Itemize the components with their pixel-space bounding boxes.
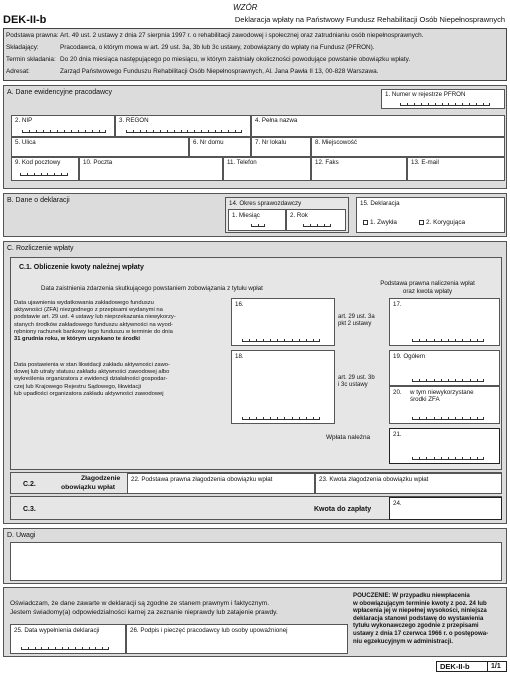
field-label: 18.	[235, 353, 244, 360]
tick-mark	[463, 103, 470, 106]
text-line: rębniony rachunek bankowy tego funduszu w terminie do dnia	[14, 328, 173, 335]
tick-mark	[463, 417, 470, 420]
tick-mark	[285, 417, 292, 420]
field-19[interactable]	[389, 350, 500, 386]
tick-mark	[250, 339, 257, 342]
tick-mark	[243, 417, 250, 420]
section-d-title: D. Uwagi	[7, 532, 36, 539]
field-label: 9. Kod pocztowy	[15, 159, 61, 166]
info-text: Art. 49 ust. 2 ustawy z dnia 27 sierpnia 1997 r. o rehabilitacji zawodowej i społecznej oraz zatrudnianiu osób niepełnosprawnych.	[60, 32, 424, 39]
postal-code-field[interactable]	[11, 157, 79, 181]
tick-mark	[318, 224, 325, 227]
section-c-title: C. Rozliczenie wpłaty	[7, 245, 74, 252]
tick-mark	[30, 130, 37, 133]
tick-mark	[471, 457, 478, 460]
field-20[interactable]	[389, 386, 500, 424]
digit-ticks	[412, 379, 484, 382]
regon-field[interactable]	[115, 115, 251, 137]
option-regular[interactable]	[363, 219, 397, 226]
tick-mark	[56, 647, 63, 650]
tick-mark	[250, 417, 257, 420]
tick-mark	[55, 173, 62, 176]
c3-label: C.3.	[23, 506, 36, 513]
row1-description	[14, 300, 176, 343]
row1-legal-basis	[338, 314, 375, 328]
tick-mark	[243, 339, 250, 342]
tick-mark	[134, 130, 141, 133]
tick-mark	[456, 379, 463, 382]
field-label: 2. Rok	[290, 212, 308, 219]
field-16[interactable]	[231, 298, 335, 346]
tick-mark	[209, 130, 216, 133]
field-label: 12. Faks	[315, 159, 339, 166]
tick-mark	[420, 379, 427, 382]
col-right-header-2: oraz kwota wpłaty	[402, 288, 453, 295]
tick-mark	[44, 130, 51, 133]
tick-mark	[456, 103, 463, 106]
text-line: podstawie art. 29 ust. 4 ustawy lub nieprzekazania niewykorzy-	[14, 314, 176, 321]
text-line: i 3c ustawy	[338, 382, 368, 389]
tick-mark	[449, 379, 456, 382]
row2-legal-basis	[338, 375, 375, 389]
field-label: 10. Poczta	[83, 159, 113, 166]
tick-mark	[93, 130, 100, 133]
tick-mark	[79, 130, 86, 133]
tick-mark	[293, 339, 300, 342]
tick-mark	[442, 339, 449, 342]
text-line: wykreślenia organizatora z ewidencji działalności gospodar-	[14, 376, 168, 383]
tick-mark	[293, 417, 300, 420]
declaration-type	[356, 197, 505, 233]
tick-mark	[72, 130, 79, 133]
text-line: czej lub Krajowego Rejestru Sądowego, likwidacji	[14, 383, 141, 390]
tick-mark	[278, 339, 285, 342]
tick-mark	[442, 379, 449, 382]
tick-mark	[257, 417, 264, 420]
tick-mark	[471, 339, 478, 342]
digit-ticks	[242, 417, 320, 420]
field-label: 5. Ulica	[15, 139, 36, 146]
section-a-title: A. Dane ewidencyjne pracodawcy	[7, 89, 113, 96]
tick-mark	[408, 103, 415, 106]
reporting-period	[225, 197, 349, 233]
field-label: 22. Podstawa prawna złagodzenia obowiązku wpłat	[131, 476, 273, 483]
tick-mark	[413, 339, 420, 342]
tick-mark	[229, 130, 236, 133]
tick-mark	[435, 339, 442, 342]
tick-mark	[51, 130, 58, 133]
field-label: 15. Deklaracja	[360, 200, 400, 207]
tick-mark	[147, 130, 154, 133]
digit-ticks	[242, 339, 320, 342]
text-line: lub upadłości organizatora zakładu aktywności zawodowej	[14, 390, 164, 397]
field-23[interactable]	[315, 473, 502, 494]
tick-mark	[36, 647, 43, 650]
tick-mark	[175, 130, 182, 133]
phone-field[interactable]	[223, 157, 311, 181]
text-line: niu egzekucyjnym w administracji.	[353, 637, 453, 645]
field-label: 21.	[393, 431, 402, 438]
field-label: 7. Nr lokalu	[255, 139, 287, 146]
field-label: 6. Nr domu	[193, 139, 224, 146]
tick-mark	[429, 103, 436, 106]
text-line: Data ujawnienia wydatkowania zakładowego funduszu	[14, 300, 154, 306]
tick-mark	[436, 103, 443, 106]
tick-mark	[420, 339, 427, 342]
info-label: Adresat:	[6, 68, 30, 75]
tick-mark	[420, 457, 427, 460]
tick-mark	[188, 130, 195, 133]
tick-mark	[154, 130, 161, 133]
digit-ticks	[400, 103, 490, 106]
tick-mark	[90, 647, 97, 650]
digit-ticks	[303, 224, 331, 227]
footer-page: 1/1	[491, 663, 501, 670]
tick-mark	[443, 103, 450, 106]
tick-mark	[69, 647, 76, 650]
tick-mark	[463, 457, 470, 460]
field-label: 1. Numer w rejestrze PFRON	[385, 91, 466, 98]
tick-mark	[413, 417, 420, 420]
tick-mark	[182, 130, 189, 133]
digit-ticks	[21, 647, 109, 650]
tick-mark	[456, 417, 463, 420]
text-line: Data postawienia w stan likwidacji zakładu aktywności zawo-	[14, 362, 170, 368]
tick-mark	[470, 103, 477, 106]
text-line: środki ZFA	[410, 396, 440, 404]
field-label: 1. Miesiąc	[232, 212, 260, 219]
info-row-2	[6, 56, 410, 63]
tick-mark	[442, 457, 449, 460]
section-b	[3, 193, 507, 237]
city-field[interactable]	[311, 137, 505, 157]
nip-field[interactable]	[11, 115, 115, 137]
field-label: 3. REGON	[119, 117, 149, 124]
tick-mark	[23, 130, 30, 133]
tick-mark	[35, 173, 42, 176]
info-label: Termin składania:	[6, 56, 56, 63]
tick-mark	[264, 417, 271, 420]
tick-mark	[49, 647, 56, 650]
section-c	[3, 241, 507, 524]
tick-mark	[300, 339, 307, 342]
tick-mark	[285, 339, 292, 342]
digit-ticks	[412, 457, 484, 460]
tick-mark	[435, 379, 442, 382]
tick-mark	[48, 173, 55, 176]
field-label: 8. Miejscowość	[315, 139, 357, 146]
wplata-label: Wpłata należna	[326, 434, 371, 441]
tick-mark	[311, 224, 318, 227]
digit-ticks	[251, 224, 265, 227]
field-label: 16.	[235, 301, 244, 308]
tick-mark	[420, 417, 427, 420]
tick-mark	[435, 417, 442, 420]
option-label: 1. Zwykła	[370, 219, 397, 226]
form-title: Deklaracja wpłaty na Państwowy Fundusz Rehabilitacji Osób Niepełnosprawnych	[234, 15, 505, 24]
tick-mark	[37, 130, 44, 133]
tick-mark	[86, 130, 93, 133]
tick-mark	[65, 130, 72, 133]
tick-mark	[413, 457, 420, 460]
tick-mark	[449, 417, 456, 420]
c2-label: C.2.	[23, 481, 36, 488]
field-label: 23. Kwota złagodzenia obowiązku wpłat	[319, 476, 429, 483]
remarks-field[interactable]	[10, 542, 502, 581]
c2-title-2: obowiązku wpłat	[61, 484, 116, 491]
col-right-header-1: Podstawa prawna naliczenia wpłat	[380, 280, 475, 287]
info-text: Do 20 dnia miesiąca następującego po miesiącu, w którym zaistniały okoliczności powodujące powstanie obowiązku wpłaty.	[60, 56, 411, 63]
tick-mark	[449, 103, 456, 106]
tick-mark	[427, 379, 434, 382]
tick-mark	[28, 173, 35, 176]
tick-mark	[463, 339, 470, 342]
tick-mark	[222, 130, 229, 133]
tick-mark	[456, 457, 463, 460]
tick-mark	[22, 647, 29, 650]
wzor-label: WZÓR	[233, 3, 258, 12]
field-22[interactable]	[127, 473, 315, 494]
tick-mark	[422, 103, 429, 106]
field-18[interactable]	[231, 350, 335, 424]
text-line: 31 grudnia roku, w którym uzyskano te środki	[14, 336, 140, 343]
form-code: DEK-II-b	[3, 14, 47, 26]
tick-mark	[442, 417, 449, 420]
tick-mark	[278, 417, 285, 420]
field-17[interactable]	[389, 298, 500, 346]
text-line: art. 29 ust. 3a	[338, 314, 375, 320]
full-name-field[interactable]	[251, 115, 505, 137]
tick-mark	[168, 130, 175, 133]
tick-mark	[202, 130, 209, 133]
tick-mark	[42, 647, 49, 650]
footer-divider	[487, 662, 488, 672]
tick-mark	[307, 417, 314, 420]
tick-mark	[264, 339, 271, 342]
text-line: dowej lub utraty statusu zakładu aktywności zawodowej albo	[14, 369, 170, 376]
field-label: 24.	[393, 500, 402, 507]
field-label: 14. Okres sprawozdawczy	[229, 200, 302, 207]
apartment-number-field[interactable]	[251, 137, 311, 157]
field-25[interactable]	[10, 624, 126, 654]
text-line: art. 29 ust. 3b	[338, 375, 375, 381]
kwota-label: Kwota do zapłaty	[314, 506, 372, 513]
text-line: w tym niewykorzystane	[410, 389, 474, 396]
tick-mark	[216, 130, 223, 133]
section-c1	[10, 257, 502, 470]
info-box	[3, 28, 507, 81]
tick-mark	[463, 379, 470, 382]
field-label: 25. Data wypełnienia deklaracji	[14, 627, 100, 634]
field-label: 2. NIP	[15, 117, 33, 124]
tick-mark	[471, 379, 478, 382]
section-d	[3, 528, 507, 584]
field-label: 17.	[393, 301, 402, 308]
info-row-3	[6, 68, 378, 75]
row2-description	[14, 362, 170, 398]
declaration-text	[10, 600, 278, 617]
field-26[interactable]	[126, 624, 348, 654]
info-text: Zarząd Państwowego Funduszu Rehabilitacji Osób Niepełnosprawnych, Al. Jana Pawła II 13, 00-828 Warszawa.	[60, 68, 379, 75]
tick-mark	[427, 457, 434, 460]
tick-mark	[435, 457, 442, 460]
info-label: Składający:	[6, 44, 39, 51]
section-b-title: B. Dane o deklaracji	[7, 197, 70, 204]
c1-title: C.1. Obliczenie kwoty należnej wpłaty	[19, 264, 144, 271]
tick-mark	[63, 647, 70, 650]
text-line: aktywności (ZFA) niezgodnego z przepisami wydanymi na	[14, 307, 163, 314]
digit-ticks	[412, 417, 484, 420]
house-number-field[interactable]	[189, 137, 251, 157]
option-label: 2. Korygująca	[426, 219, 466, 226]
month-field[interactable]	[228, 209, 286, 231]
tick-mark	[83, 647, 90, 650]
info-label: Podstawa prawna:	[6, 32, 59, 39]
tick-mark	[300, 417, 307, 420]
text-line: wpłacenia jej w niepełnej wysokości, niniejsza	[353, 607, 487, 615]
tick-mark	[304, 224, 311, 227]
field-20-text	[410, 389, 474, 404]
col-left-header: Data zaistnienia zdarzenia skutkującego powstaniem zobowiązania z tytułu wpłat	[41, 285, 263, 292]
text-line: pkt 2 ustawy	[338, 321, 372, 328]
tick-mark	[307, 339, 314, 342]
text-line: POUCZENIE: W przypadku niewpłacenia	[353, 592, 470, 599]
info-text: Pracodawca, o którym mowa w art. 29 ust. 3a, 3b lub 3c ustawy, zobowiązany do wpłaty na Fundusz (PFRON).	[60, 44, 375, 51]
section-a	[3, 85, 507, 189]
post-office-field[interactable]	[79, 157, 223, 181]
tick-mark	[449, 339, 456, 342]
tick-mark	[413, 379, 420, 382]
footer-code: DEK-II-b	[440, 662, 470, 671]
footer-box	[436, 661, 507, 672]
year-field[interactable]	[286, 209, 346, 231]
tick-mark	[415, 103, 422, 106]
field-label: 20.	[393, 389, 402, 396]
info-row-1	[6, 44, 375, 51]
digit-ticks	[412, 339, 484, 342]
digit-ticks	[22, 130, 106, 133]
tick-mark	[477, 103, 484, 106]
checkbox-icon[interactable]	[363, 220, 368, 225]
text-line: deklaracja stanowi podstawę do wystawienia	[353, 614, 484, 622]
c2-title-1: Złagodzenie	[81, 475, 121, 482]
text-line: ustawy z dnia 17 czerwca 1966 r. o postępowa-	[353, 630, 489, 638]
section-c3	[10, 496, 502, 520]
tick-mark	[29, 647, 36, 650]
text-line: w obowiązującym terminie kwoty z poz. 24 lub	[353, 599, 487, 607]
tick-mark	[456, 339, 463, 342]
tick-mark	[257, 339, 264, 342]
field-label: 13. E-mail	[411, 159, 439, 166]
tick-mark	[141, 130, 148, 133]
tick-mark	[271, 417, 278, 420]
field-24[interactable]	[389, 497, 502, 520]
tick-mark	[427, 339, 434, 342]
digit-ticks	[20, 173, 68, 176]
tick-mark	[42, 173, 49, 176]
tick-mark	[21, 173, 28, 176]
tick-mark	[427, 417, 434, 420]
field-label: 11. Telefon	[227, 159, 257, 166]
tick-mark	[195, 130, 202, 133]
street-field[interactable]	[11, 137, 189, 157]
text-line: tytułu wykonawczego zgodnie z przepisami	[353, 622, 479, 630]
tick-mark	[161, 130, 168, 133]
fax-field[interactable]	[311, 157, 407, 181]
tick-mark	[76, 647, 83, 650]
tick-mark	[401, 103, 408, 106]
tick-mark	[449, 457, 456, 460]
field-label: 4. Pełna nazwa	[255, 117, 298, 124]
field-label: 26. Podpis i pieczęć pracodawcy lub osoby upoważnionej	[130, 627, 288, 634]
digit-ticks	[126, 130, 242, 133]
tick-mark	[471, 417, 478, 420]
info-row-0	[6, 32, 423, 39]
pouczenie-text	[353, 592, 488, 645]
pfron-number-field[interactable]	[381, 89, 505, 109]
field-21[interactable]	[389, 428, 500, 464]
tick-mark	[252, 224, 259, 227]
option-correction[interactable]	[419, 219, 465, 226]
text-line: Jestem świadomy(a) odpowiedzialności karnej za zeznanie nieprawdy lub zatajenie prawdy.	[10, 608, 278, 616]
email-field[interactable]	[407, 157, 505, 181]
declaration-section	[3, 587, 507, 657]
checkbox-icon[interactable]	[419, 220, 424, 225]
text-line: Oświadczam, że dane zawarte w deklaracji są zgodne ze stanem prawnym i faktycznym.	[10, 600, 270, 607]
tick-mark	[58, 130, 65, 133]
tick-mark	[271, 339, 278, 342]
tick-mark	[96, 647, 103, 650]
text-line: stanych środków zakładowego funduszu aktywności na wyod-	[14, 321, 173, 328]
tick-mark	[127, 130, 134, 133]
section-c2	[10, 472, 502, 494]
field-label: 19. Ogółem	[393, 353, 425, 360]
